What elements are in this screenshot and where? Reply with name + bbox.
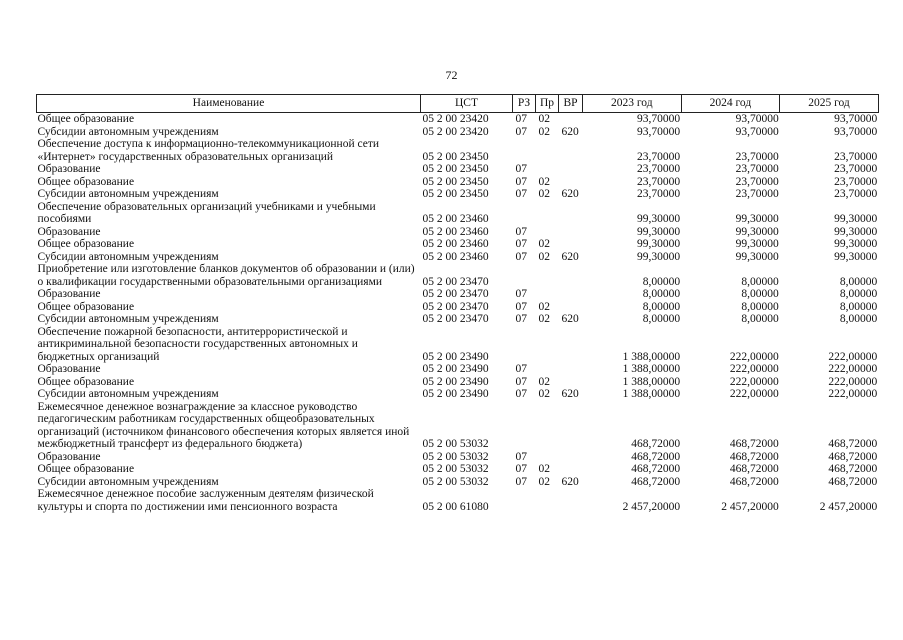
row-amount-2025: 23,70000	[834, 150, 878, 163]
row-rz: 07	[515, 225, 527, 238]
table-row	[37, 363, 879, 376]
row-pr	[536, 288, 559, 301]
row-cst: 05 2 00 23490	[422, 363, 489, 375]
row-amount-2023: 99,30000	[636, 250, 681, 263]
row-vr: 620	[561, 250, 579, 263]
row-vr	[559, 451, 583, 464]
row-amount-2025: 99,30000	[834, 238, 878, 250]
row-pr	[536, 363, 559, 376]
row-amount-2023: 468,72000	[631, 475, 681, 488]
row-vr: 620	[561, 388, 579, 400]
table-row	[37, 138, 879, 163]
table-row	[37, 263, 879, 288]
row-cst: 05 2 00 23450	[422, 188, 489, 200]
row-amount-2023: 1 388,00000	[622, 363, 681, 375]
row-pr	[536, 201, 559, 226]
row-amount-2023: 99,30000	[636, 225, 681, 238]
row-vr	[559, 176, 583, 189]
row-vr	[559, 376, 583, 389]
row-amount-2023: 8,00000	[642, 275, 681, 288]
row-cst: 05 2 00 23450	[422, 163, 489, 175]
row-name: Образование	[37, 363, 101, 375]
table-body	[37, 113, 879, 514]
row-amount-2025: 99,30000	[834, 213, 878, 225]
row-rz: 07	[515, 450, 527, 463]
row-cst: 05 2 00 53032	[422, 475, 489, 488]
row-amount-2024: 23,70000	[735, 150, 779, 163]
row-amount-2024: 93,70000	[735, 125, 779, 138]
row-amount-2023: 8,00000	[642, 288, 681, 300]
row-pr: 02	[538, 463, 550, 475]
table-row	[37, 251, 879, 264]
row-amount-2023: 23,70000	[636, 175, 681, 188]
row-amount-2023: 468,72000	[631, 463, 681, 475]
row-cst: 05 2 00 23470	[422, 288, 489, 300]
row-cst: 05 2 00 23490	[422, 375, 489, 388]
row-cst: 05 2 00 23470	[422, 300, 489, 313]
row-amount-2024: 99,30000	[735, 238, 779, 250]
row-cst: 05 2 00 23420	[422, 113, 489, 125]
row-rz: 07	[515, 463, 527, 475]
row-amount-2025: 468,72000	[828, 450, 878, 463]
row-cst: 05 2 00 23470	[422, 275, 489, 288]
row-cst: 05 2 00 23490	[422, 350, 489, 363]
row-pr: 02	[538, 300, 550, 313]
row-pr: 02	[538, 313, 550, 325]
row-vr	[559, 113, 583, 126]
row-cst: 05 2 00 23450	[422, 175, 489, 188]
table-row	[37, 313, 879, 326]
row-rz: 07	[515, 113, 527, 125]
row-amount-2023: 468,72000	[631, 450, 681, 463]
row-cst: 05 2 00 23420	[422, 125, 489, 138]
row-cst: 05 2 00 53032	[422, 450, 489, 463]
row-amount-2023: 2 457,20000	[622, 500, 681, 513]
row-pr: 02	[538, 375, 550, 388]
row-name: Обеспечение образовательных организаций учебниками и учебными пособиями	[37, 200, 376, 225]
row-pr: 02	[538, 113, 550, 125]
row-pr: 02	[538, 250, 550, 263]
row-rz: 07	[515, 375, 527, 388]
row-name: Образование	[37, 163, 101, 175]
row-amount-2023: 468,72000	[631, 438, 681, 450]
row-amount-2024: 222,00000	[729, 388, 779, 400]
row-vr	[559, 226, 583, 239]
row-rz	[513, 138, 536, 163]
row-amount-2025: 468,72000	[828, 438, 878, 450]
table-row	[37, 113, 879, 126]
table-row	[37, 238, 879, 251]
row-amount-2025: 8,00000	[839, 288, 878, 300]
table-row	[37, 488, 879, 513]
row-rz: 07	[515, 250, 527, 263]
row-name: Общее образование	[37, 375, 135, 388]
row-cst: 05 2 00 23460	[422, 238, 489, 250]
row-amount-2023: 8,00000	[642, 313, 681, 325]
row-pr: 02	[538, 475, 550, 488]
row-name: Образование	[37, 225, 101, 238]
table-row	[37, 401, 879, 451]
row-amount-2025: 8,00000	[839, 313, 878, 325]
header-2023: 2023 год	[583, 95, 682, 113]
row-amount-2025: 468,72000	[828, 475, 878, 488]
row-cst: 05 2 00 53032	[422, 438, 489, 450]
row-rz: 07	[515, 163, 527, 175]
row-amount-2023: 99,30000	[636, 213, 681, 225]
row-rz: 07	[515, 475, 527, 488]
row-vr	[559, 401, 583, 451]
row-pr	[536, 326, 559, 364]
table-row	[37, 463, 879, 476]
row-rz: 07	[515, 188, 527, 200]
row-amount-2024: 8,00000	[741, 288, 779, 300]
row-rz	[513, 263, 536, 288]
row-amount-2023: 23,70000	[636, 188, 681, 200]
row-amount-2025: 99,30000	[834, 225, 878, 238]
row-pr	[536, 263, 559, 288]
row-pr: 02	[538, 238, 550, 250]
row-amount-2023: 1 388,00000	[622, 375, 681, 388]
row-name: Субсидии автономным учреждениям	[37, 475, 219, 488]
table-row	[37, 176, 879, 189]
header-rz: РЗ	[513, 95, 536, 113]
row-name: Субсидии автономным учреждениям	[37, 125, 219, 138]
row-name: Общее образование	[37, 238, 135, 250]
page-number: 72	[445, 68, 458, 82]
budget-table	[36, 94, 879, 513]
row-name: Общее образование	[37, 175, 135, 188]
row-amount-2024: 99,30000	[735, 213, 779, 225]
row-amount-2023: 1 388,00000	[622, 388, 681, 400]
row-cst: 05 2 00 23460	[422, 225, 489, 238]
row-amount-2023: 23,70000	[636, 150, 681, 163]
row-amount-2024: 8,00000	[741, 313, 779, 325]
row-amount-2024: 23,70000	[735, 163, 779, 175]
row-amount-2025: 23,70000	[834, 188, 878, 200]
row-vr	[559, 363, 583, 376]
row-pr: 02	[538, 125, 550, 138]
row-amount-2024: 222,00000	[729, 363, 779, 375]
row-pr	[536, 138, 559, 163]
row-rz	[513, 488, 536, 513]
row-cst: 05 2 00 23490	[422, 388, 489, 400]
row-name: Образование	[37, 288, 101, 300]
table-row	[37, 376, 879, 389]
row-amount-2024: 468,72000	[729, 475, 779, 488]
row-amount-2023: 99,30000	[636, 238, 681, 250]
row-rz: 07	[515, 388, 527, 400]
row-amount-2025: 99,30000	[834, 250, 878, 263]
row-amount-2025: 222,00000	[828, 375, 878, 388]
row-name: Общее образование	[37, 300, 135, 313]
row-vr	[559, 288, 583, 301]
row-cst: 05 2 00 23470	[422, 313, 489, 325]
row-name: Общее образование	[37, 463, 135, 475]
row-rz: 07	[515, 238, 527, 250]
row-pr	[536, 451, 559, 464]
row-amount-2023: 23,70000	[636, 163, 681, 175]
row-name: Общее образование	[37, 113, 135, 125]
row-name: Субсидии автономным учреждениям	[37, 313, 219, 325]
table-row	[37, 301, 879, 314]
row-name: Приобретение или изготовление бланков документов об образовании и (или) о квалификации государственными образовательными организациями	[37, 263, 415, 288]
row-cst: 05 2 00 23450	[422, 150, 489, 163]
row-pr	[536, 401, 559, 451]
row-amount-2024: 468,72000	[729, 438, 779, 450]
row-rz: 07	[515, 125, 527, 138]
row-vr: 620	[561, 475, 579, 488]
table-row	[37, 163, 879, 176]
row-name: Образование	[37, 450, 101, 463]
row-amount-2024: 468,72000	[729, 463, 779, 475]
row-amount-2024: 23,70000	[735, 188, 779, 200]
row-vr: 620	[561, 313, 579, 325]
row-vr	[559, 463, 583, 476]
row-name: Обеспечение пожарной безопасности, антитеррористической и антикриминальной безопасности государственных автономных и бюджетных организаций	[37, 325, 358, 363]
row-vr	[559, 488, 583, 513]
header-pr: Пр	[536, 95, 559, 113]
row-rz	[513, 201, 536, 226]
row-name: Субсидии автономным учреждениям	[37, 188, 219, 200]
table-row	[37, 326, 879, 364]
row-pr	[536, 226, 559, 239]
row-vr: 620	[561, 188, 579, 200]
row-cst: 05 2 00 53032	[422, 463, 489, 475]
row-cst: 05 2 00 23460	[422, 250, 489, 263]
header-row	[37, 95, 879, 113]
row-amount-2025: 222,00000	[828, 363, 878, 375]
row-amount-2024: 99,30000	[735, 225, 779, 238]
table-row	[37, 476, 879, 489]
row-amount-2024: 468,72000	[729, 450, 779, 463]
row-amount-2023: 93,70000	[636, 113, 681, 125]
row-amount-2024: 8,00000	[741, 275, 779, 288]
row-amount-2024: 222,00000	[729, 375, 779, 388]
table-row	[37, 226, 879, 239]
row-amount-2024: 222,00000	[729, 350, 779, 363]
table-row	[37, 188, 879, 201]
row-amount-2025: 23,70000	[834, 163, 878, 175]
row-name: Обеспечение доступа к информационно-телекоммуникационной сети «Интернет» государственных образовательных организаций	[37, 138, 380, 163]
row-name: Ежемесячное денежное пособие заслуженным деятелям физической культуры и спорта по достижении ими пенсионного возраста	[37, 488, 374, 513]
row-vr: 620	[561, 125, 579, 138]
table-header	[37, 95, 879, 113]
row-amount-2025: 468,72000	[828, 463, 878, 475]
row-amount-2024: 23,70000	[735, 175, 779, 188]
header-cst: ЦСТ	[421, 95, 513, 113]
row-rz: 07	[515, 300, 527, 313]
row-amount-2025: 222,00000	[828, 388, 878, 400]
table-row	[37, 451, 879, 464]
row-pr	[536, 488, 559, 513]
row-name: Субсидии автономным учреждениям	[37, 388, 219, 400]
row-pr: 02	[538, 175, 550, 188]
row-pr: 02	[538, 388, 550, 400]
row-amount-2025: 23,70000	[834, 175, 878, 188]
header-name: Наименование	[37, 95, 421, 113]
row-vr	[559, 301, 583, 314]
row-vr	[559, 326, 583, 364]
row-pr	[536, 163, 559, 176]
row-name: Ежемесячное денежное вознаграждение за классное руководство педагогическим работникам государственных общеобразовательных организаций (источником финансового обеспечения которых является иной межбюджетный трансферт из федерального бюджета)	[37, 400, 410, 450]
row-amount-2023: 93,70000	[636, 125, 681, 138]
row-amount-2025: 93,70000	[834, 113, 878, 125]
row-rz	[513, 326, 536, 364]
row-vr	[559, 263, 583, 288]
row-rz: 07	[515, 313, 527, 325]
row-cst: 05 2 00 61080	[422, 500, 489, 513]
table-row	[37, 126, 879, 139]
row-vr	[559, 163, 583, 176]
row-amount-2023: 8,00000	[642, 300, 681, 313]
row-amount-2024: 93,70000	[735, 113, 779, 125]
row-amount-2025: 93,70000	[834, 125, 878, 138]
row-name: Субсидии автономным учреждениям	[37, 250, 219, 263]
row-rz: 07	[515, 288, 527, 300]
table-row	[37, 288, 879, 301]
table-row	[37, 201, 879, 226]
row-amount-2024: 8,00000	[741, 300, 779, 313]
header-vr: ВР	[559, 95, 583, 113]
row-amount-2024: 99,30000	[735, 250, 779, 263]
row-vr	[559, 138, 583, 163]
row-vr	[559, 201, 583, 226]
row-amount-2024: 2 457,20000	[721, 500, 779, 513]
row-rz: 07	[515, 175, 527, 188]
header-2025: 2025 год	[780, 95, 879, 113]
row-vr	[559, 238, 583, 251]
row-rz	[513, 401, 536, 451]
row-amount-2023: 1 388,00000	[622, 350, 681, 363]
row-amount-2025: 222,00000	[828, 350, 878, 363]
row-cst: 05 2 00 23460	[422, 213, 489, 225]
table-row	[37, 388, 879, 401]
row-pr: 02	[538, 188, 550, 200]
row-amount-2025: 8,00000	[839, 300, 878, 313]
row-amount-2025: 2 457,20000	[819, 500, 878, 513]
row-amount-2025: 8,00000	[839, 275, 878, 288]
header-2024: 2024 год	[681, 95, 780, 113]
row-rz: 07	[515, 363, 527, 375]
